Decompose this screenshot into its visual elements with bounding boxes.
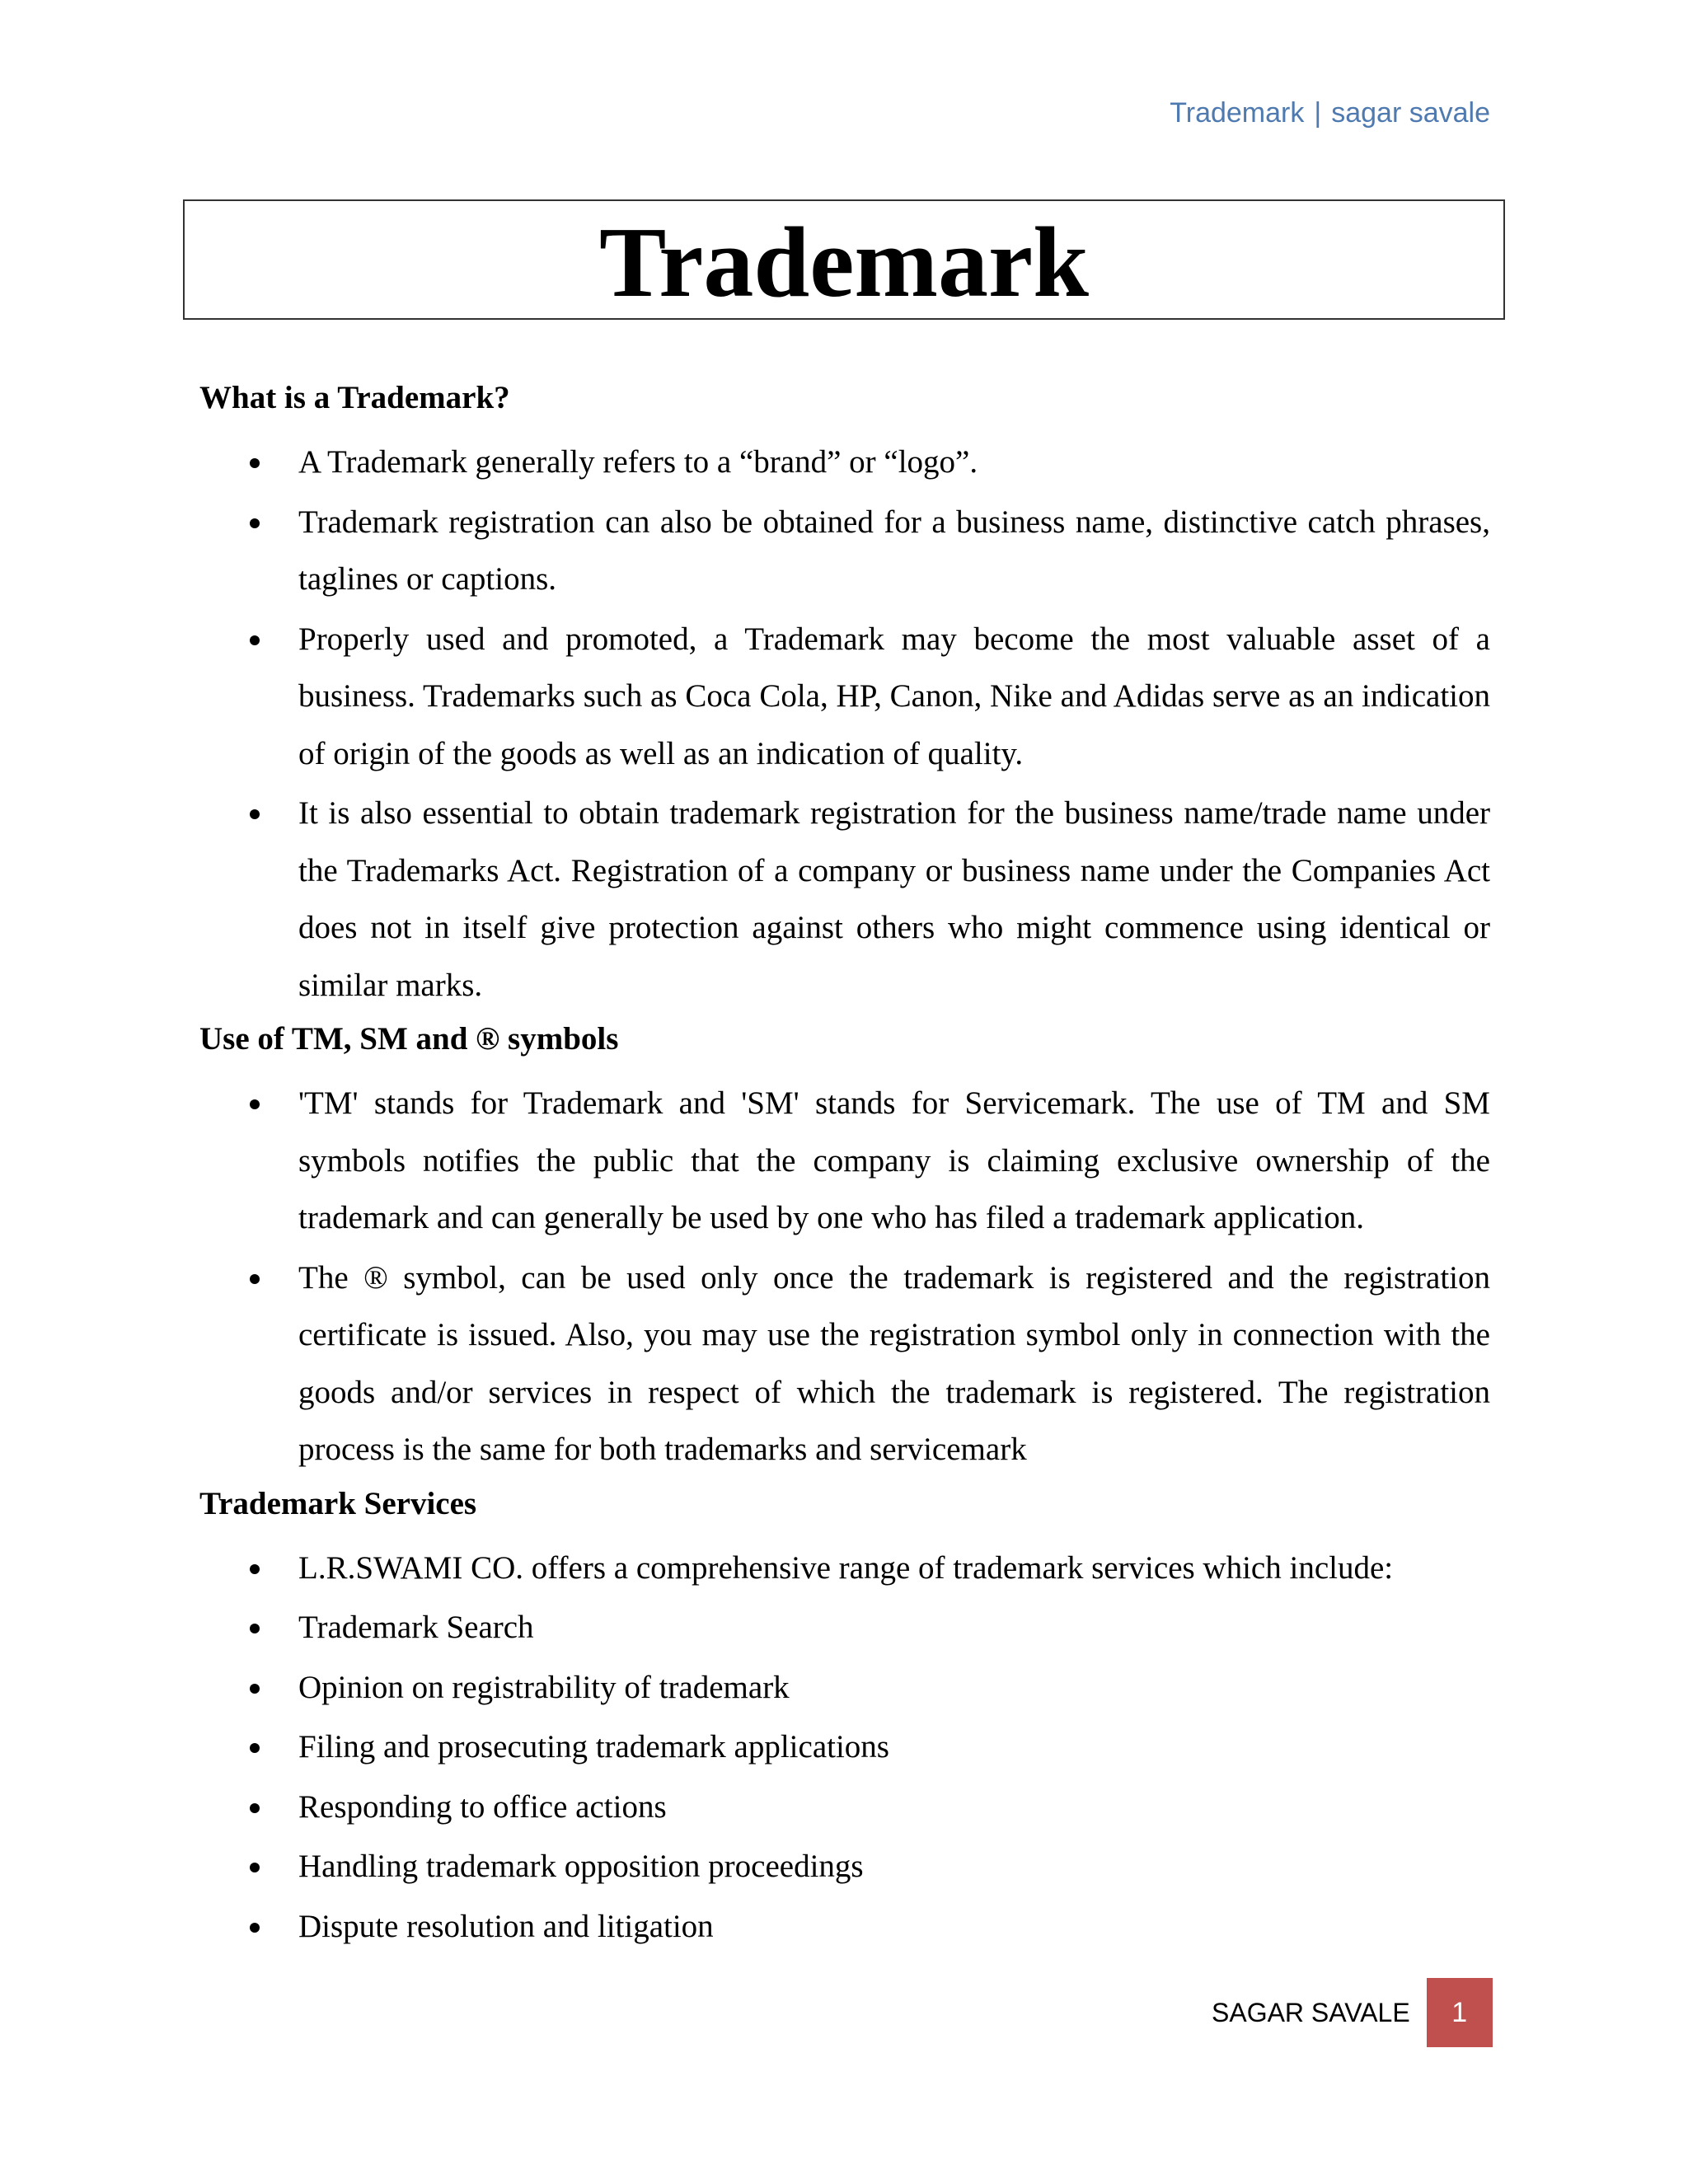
document-body: [199, 375, 1490, 1957]
list-item: The ® symbol, can be used only once the trademark is registered and the registration certificate is issued. Also, you may use the registration symbol only in connection with the goods and/or services in respect of which the trademark is registered. The registration process is the same for both trademarks and servicemark: [199, 1249, 1490, 1479]
bullet-icon: [250, 518, 260, 528]
section-services: [199, 1481, 1490, 1956]
section-heading: Trademark Services: [199, 1485, 477, 1521]
title-box: [183, 199, 1505, 320]
footer-author: SAGAR SAVALE: [1212, 1997, 1410, 2027]
section-heading: Use of TM, SM and ® symbols: [199, 1021, 619, 1057]
bullet-list: [199, 434, 1490, 1014]
bullet-icon: [250, 1564, 260, 1574]
bullet-icon: [250, 809, 260, 819]
bullet-icon: [250, 1863, 260, 1872]
bullet-icon: [250, 1274, 260, 1284]
bullet-icon: [250, 1684, 260, 1694]
list-item: It is also essential to obtain trademark registration for the business name/trade name under the Trademarks Act. Registration of a company or business name under the Companies Act does not in itself give protection against others who might commence using identical or similar marks.: [199, 785, 1490, 1014]
page-title: Trademark: [598, 207, 1090, 318]
bullet-list: [199, 1075, 1490, 1479]
bullet-icon: [250, 458, 260, 468]
list-item: Opinion on registrability of trademark: [199, 1659, 1490, 1717]
page-number-badge: 1: [1427, 1978, 1493, 2047]
page-header: [1170, 97, 1490, 129]
section-symbols: [199, 1016, 1490, 1479]
list-item: Trademark registration can also be obtained for a business name, distinctive catch phrases, taglines or captions.: [199, 494, 1490, 608]
list-item: A Trademark generally refers to a “brand” or “logo”.: [199, 434, 1490, 491]
header-author: sagar savale: [1331, 97, 1490, 129]
header-doc-name: Trademark: [1170, 97, 1305, 129]
list-item: Responding to office actions: [199, 1779, 1490, 1836]
header-separator: |: [1314, 97, 1322, 129]
page-footer: [1212, 1978, 1493, 2047]
list-item: L.R.SWAMI CO. offers a comprehensive range of trademark services which include:: [199, 1540, 1490, 1597]
bullet-icon: [250, 1803, 260, 1813]
bullet-icon: [250, 1743, 260, 1753]
section-heading: What is a Trademark?: [199, 380, 510, 415]
bullet-list: [199, 1540, 1490, 1956]
list-item: Dispute resolution and litigation: [199, 1898, 1490, 1956]
bullet-icon: [250, 1099, 260, 1109]
list-item: Properly used and promoted, a Trademark may become the most valuable asset of a business. Trademarks such as Coca Cola, HP, Canon, Nike and Adidas serve as an indication of origin of the goods as well as an indication of quality.: [199, 611, 1490, 783]
list-item: Handling trademark opposition proceedings: [199, 1838, 1490, 1896]
list-item: Trademark Search: [199, 1599, 1490, 1657]
section-what-is-trademark: [199, 375, 1490, 1014]
bullet-icon: [250, 1923, 260, 1933]
list-item: 'TM' stands for Trademark and 'SM' stands for Servicemark. The use of TM and SM symbols notifies the public that the company is claiming exclusive ownership of the trademark and can generally be used by one who has filed a trademark application.: [199, 1075, 1490, 1247]
bullet-icon: [250, 1624, 260, 1633]
bullet-icon: [250, 635, 260, 645]
list-item: Filing and prosecuting trademark applications: [199, 1718, 1490, 1776]
